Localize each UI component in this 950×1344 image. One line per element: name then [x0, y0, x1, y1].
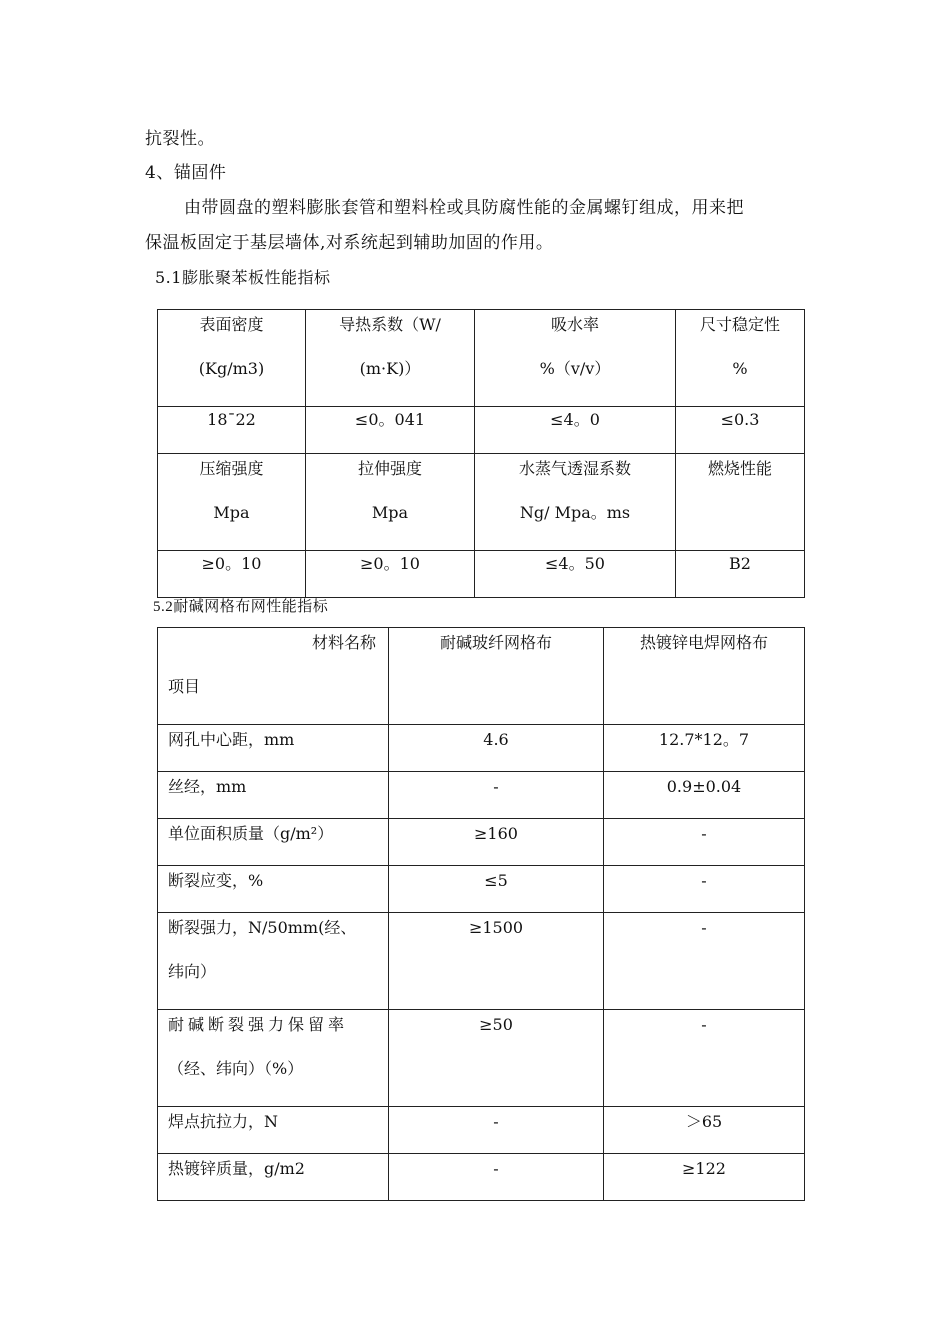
table2-item-cell: 耐碱断裂强力保留率 （经、纬向）（%） [158, 1010, 389, 1107]
table1-header-cell: 吸水率 %（v/v） [475, 310, 676, 407]
section-1-title: 5.1膨胀聚苯板性能指标 [155, 268, 331, 287]
table2-item-cell: 丝经，mm [158, 772, 389, 819]
table1-value-cell: ≤0。041 [306, 407, 475, 454]
intro-line-3: 由带圆盘的塑料膨胀套管和塑料栓或具防腐性能的金属螺钉组成，用来把 [184, 198, 744, 218]
table-row [158, 913, 805, 1010]
table-row [158, 819, 805, 866]
intro-line-1: 抗裂性。 [145, 129, 215, 149]
table2-value-cell: - [604, 913, 805, 1010]
table2-value-cell: ≥1500 [389, 913, 604, 1010]
mesh-performance-table [157, 627, 805, 1201]
table2-value-cell: - [604, 819, 805, 866]
table1-value-row-2 [158, 551, 805, 598]
table2-value-cell: ≥50 [389, 1010, 604, 1107]
table2-value-cell: - [604, 866, 805, 913]
table2-item-cell: 断裂应变，% [158, 866, 389, 913]
table1-value-cell: 18¯22 [158, 407, 306, 454]
table1-value-cell: ≤0.3 [676, 407, 805, 454]
table-row [158, 1010, 805, 1107]
table1-value-cell: B2 [676, 551, 805, 598]
table2-header-cell: 热镀锌电焊网格布 [604, 628, 805, 725]
table2-item-cell: 焊点抗拉力，N [158, 1107, 389, 1154]
table2-value-cell: - [389, 1154, 604, 1201]
table2-item-cell: 断裂强力，N/50mm(经、 纬向） [158, 913, 389, 1010]
table2-value-cell: 12.7*12。7 [604, 725, 805, 772]
intro-line-2: 4、锚固件 [145, 163, 227, 183]
table1-value-cell: ≥0。10 [158, 551, 306, 598]
table2-header-cell: 耐碱玻纤网格布 [389, 628, 604, 725]
table2-value-cell: ＞65 [604, 1107, 805, 1154]
table2-value-cell: ≤5 [389, 866, 604, 913]
table2-header-row [158, 628, 805, 725]
table2-value-cell: 4.6 [389, 725, 604, 772]
table2-value-cell: - [389, 1107, 604, 1154]
table1-header-cell: 拉伸强度 Mpa [306, 454, 475, 551]
table2-value-cell: - [389, 772, 604, 819]
table1-header-row-1 [158, 310, 805, 407]
table2-value-cell: ≥122 [604, 1154, 805, 1201]
table-row [158, 1107, 805, 1154]
table1-header-cell: 压缩强度 Mpa [158, 454, 306, 551]
table1-header-row-2 [158, 454, 805, 551]
table1-value-cell: ≤4。50 [475, 551, 676, 598]
table2-value-cell: ≥160 [389, 819, 604, 866]
table1-value-row-1 [158, 407, 805, 454]
table-row [158, 772, 805, 819]
table2-item-cell: 热镀锌质量，g/m2 [158, 1154, 389, 1201]
table1-value-cell: ≤4。0 [475, 407, 676, 454]
table-row [158, 866, 805, 913]
table1-header-cell: 表面密度 (Kg/m3) [158, 310, 306, 407]
table1-header-cell: 水蒸气透湿系数 Ng/ Mpa。ms [475, 454, 676, 551]
table1-header-cell: 燃烧性能 [676, 454, 805, 551]
table2-value-cell: - [604, 1010, 805, 1107]
table2-value-cell: 0.9±0.04 [604, 772, 805, 819]
eps-performance-table [157, 309, 805, 598]
table2-item-cell: 单位面积质量（g/m²） [158, 819, 389, 866]
table2-header-diagonal-cell: 材料名称 项目 [158, 628, 389, 725]
table-row [158, 725, 805, 772]
table1-header-cell: 导热系数（W/ (m·K)） [306, 310, 475, 407]
section-2-title: 5.2耐碱网格布网性能指标 [153, 599, 329, 615]
table-row [158, 1154, 805, 1201]
intro-line-4: 保温板固定于基层墙体,对系统起到辅助加固的作用。 [145, 233, 554, 253]
table2-item-cell: 网孔中心距，mm [158, 725, 389, 772]
table1-value-cell: ≥0。10 [306, 551, 475, 598]
table1-header-cell: 尺寸稳定性 % [676, 310, 805, 407]
